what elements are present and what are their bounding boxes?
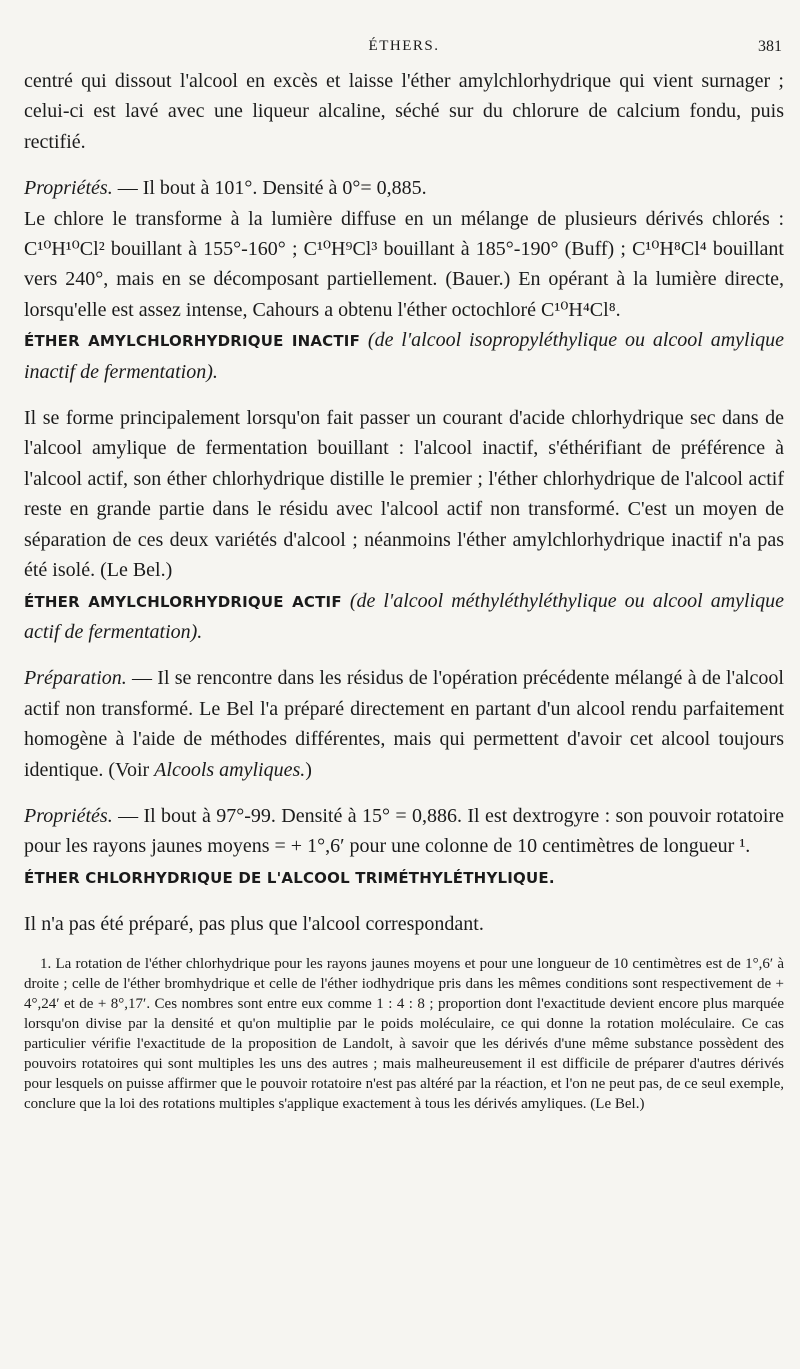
footnote-1: 1. La rotation de l'éther chlorhydrique pour les rayons jaunes moyens et pour une longueur de 10 centimètres est de 1°,6′ à droite ; celle de l'éther bromhydrique et celle de l'éther iodhydrique pris dans les mêmes conditions sont respectivement de + 4°,24′ et de + 8°,17′. Ces nombres sont entre eux comme 1 : 4 : 8 ; proportion dont l'exactitude devient encore plus marquée lorsqu'on divise par la densité et qu'on multiplie par le poids moléculaire, ce qui donne la rotation moléculaire. Ce cas particulier vérifie l'exactitude de la proposition de Landolt, à savoir que les dérivés d'une même substance possèdent des pouvoirs rotatoires qui sont multiples les uns des autres ; mais malheureusement il est difficile de préparer d'autres dérivés pour lesquels on puisse affirmer que le pouvoir rotatoire n'est pas altéré par la réaction, et l'on ne peut pas, de ce seul exemple, conclure que la loi des rotations multiples s'applique exactement à tous les dérivés amyliques. (Le Bel.) xyxy=(24,955,784,1112)
preparation-paragraph xyxy=(24,663,784,785)
page-number: 381 xyxy=(758,38,782,55)
section-heading: ÉTHER AMYLCHLORHYDRIQUE ACTIF xyxy=(24,592,342,611)
section-inactive-title xyxy=(24,325,784,387)
properties-text: — Il bout à 101°. Densité à 0°= 0,885. xyxy=(112,177,427,200)
chlorine-paragraph: Le chlore le transforme à la lumière diffuse en un mélange de plusieurs dérivés chlorés : C¹⁰H¹⁰Cl² bouillant à 155°-160° ; C¹⁰H⁹Cl³ bouillant à 185°-190° (Buff) ; C¹⁰H⁸Cl⁴ bouillant vers 240°, mais en se décomposant partiellement. (Bauer.) En opérant à la lumière directe, lorsqu'elle est assez intense, Cahours a obtenu l'éther octochloré C¹⁰H⁴Cl⁸. xyxy=(24,207,784,321)
footnotes xyxy=(24,954,784,1114)
body-text xyxy=(24,66,784,940)
properties-label: Propriétés. xyxy=(24,177,113,200)
properties-text: — Il bout à 97°-99. Densité à 15° = 0,886. Il est dextrogyre : son pouvoir rotatoire pour les rayons jaunes moyens = + 1°,6′ pour une colonne de 10 centimètres de longueur ¹. xyxy=(24,804,784,858)
trimethyl-paragraph: Il n'a pas été préparé, pas plus que l'alcool correspondant. xyxy=(24,913,484,936)
section-subtitle: (de l'alcool isopropyléthylique ou alcool amylique inactif de fermentation). xyxy=(24,329,784,383)
intro-paragraph: centré qui dissout l'alcool en excès et laisse l'éther amylchlorhydrique qui vient surnager ; celui-ci est lavé avec une liqueur alcaline, séché sur du chlorure de calcium fondu, puis rectifié. xyxy=(24,70,784,153)
running-title: ÉTHERS. xyxy=(368,38,440,54)
cross-reference: Alcools amyliques. xyxy=(154,758,306,781)
section-active-title xyxy=(24,586,784,648)
preparation-text: — Il se rencontre dans les résidus de l'opération précédente mélangé à de l'alcool actif non transformé. Le Bel l'a préparé directement en partant d'un alcool rendu parfaitement homogène à l'aide de méthodes différentes, mais qui permettent d'avoir cet alcool toujours identique. (Voir xyxy=(24,667,784,781)
section-heading: ÉTHER CHLORHYDRIQUE DE L'ALCOOL TRIMÉTHYLÉTHYLIQUE. xyxy=(24,868,555,887)
section-subtitle: (de l'alcool méthyléthyléthylique ou alcool amylique actif de fermentation). xyxy=(24,589,785,643)
preparation-label: Préparation. xyxy=(24,667,127,690)
active-properties-paragraph xyxy=(24,801,784,862)
inactive-paragraph: Il se forme principalement lorsqu'on fait passer un courant d'acide chlorhydrique sec dans de l'alcool amylique de fermentation bouillant : l'alcool inactif, s'éthérifiant de préférence à l'alcool actif, son éther chlorhydrique distille le premier ; l'éther chlorhydrique de l'alcool actif reste en grande partie dans le résidu avec l'alcool actif non transformé. C'est un moyen de séparation de ces deux variétés d'alcool ; néanmoins l'éther amylchlorhydrique inactif n'a pas été isolé. (Le Bel.) xyxy=(24,407,784,582)
properties-paragraph xyxy=(24,173,784,203)
running-head xyxy=(24,0,784,66)
document-page xyxy=(24,0,784,1114)
properties-label: Propriétés. xyxy=(24,804,113,827)
section-trimethyl-title xyxy=(24,862,784,893)
preparation-end: ) xyxy=(305,758,312,781)
section-heading: ÉTHER AMYLCHLORHYDRIQUE INACTIF xyxy=(24,332,361,351)
